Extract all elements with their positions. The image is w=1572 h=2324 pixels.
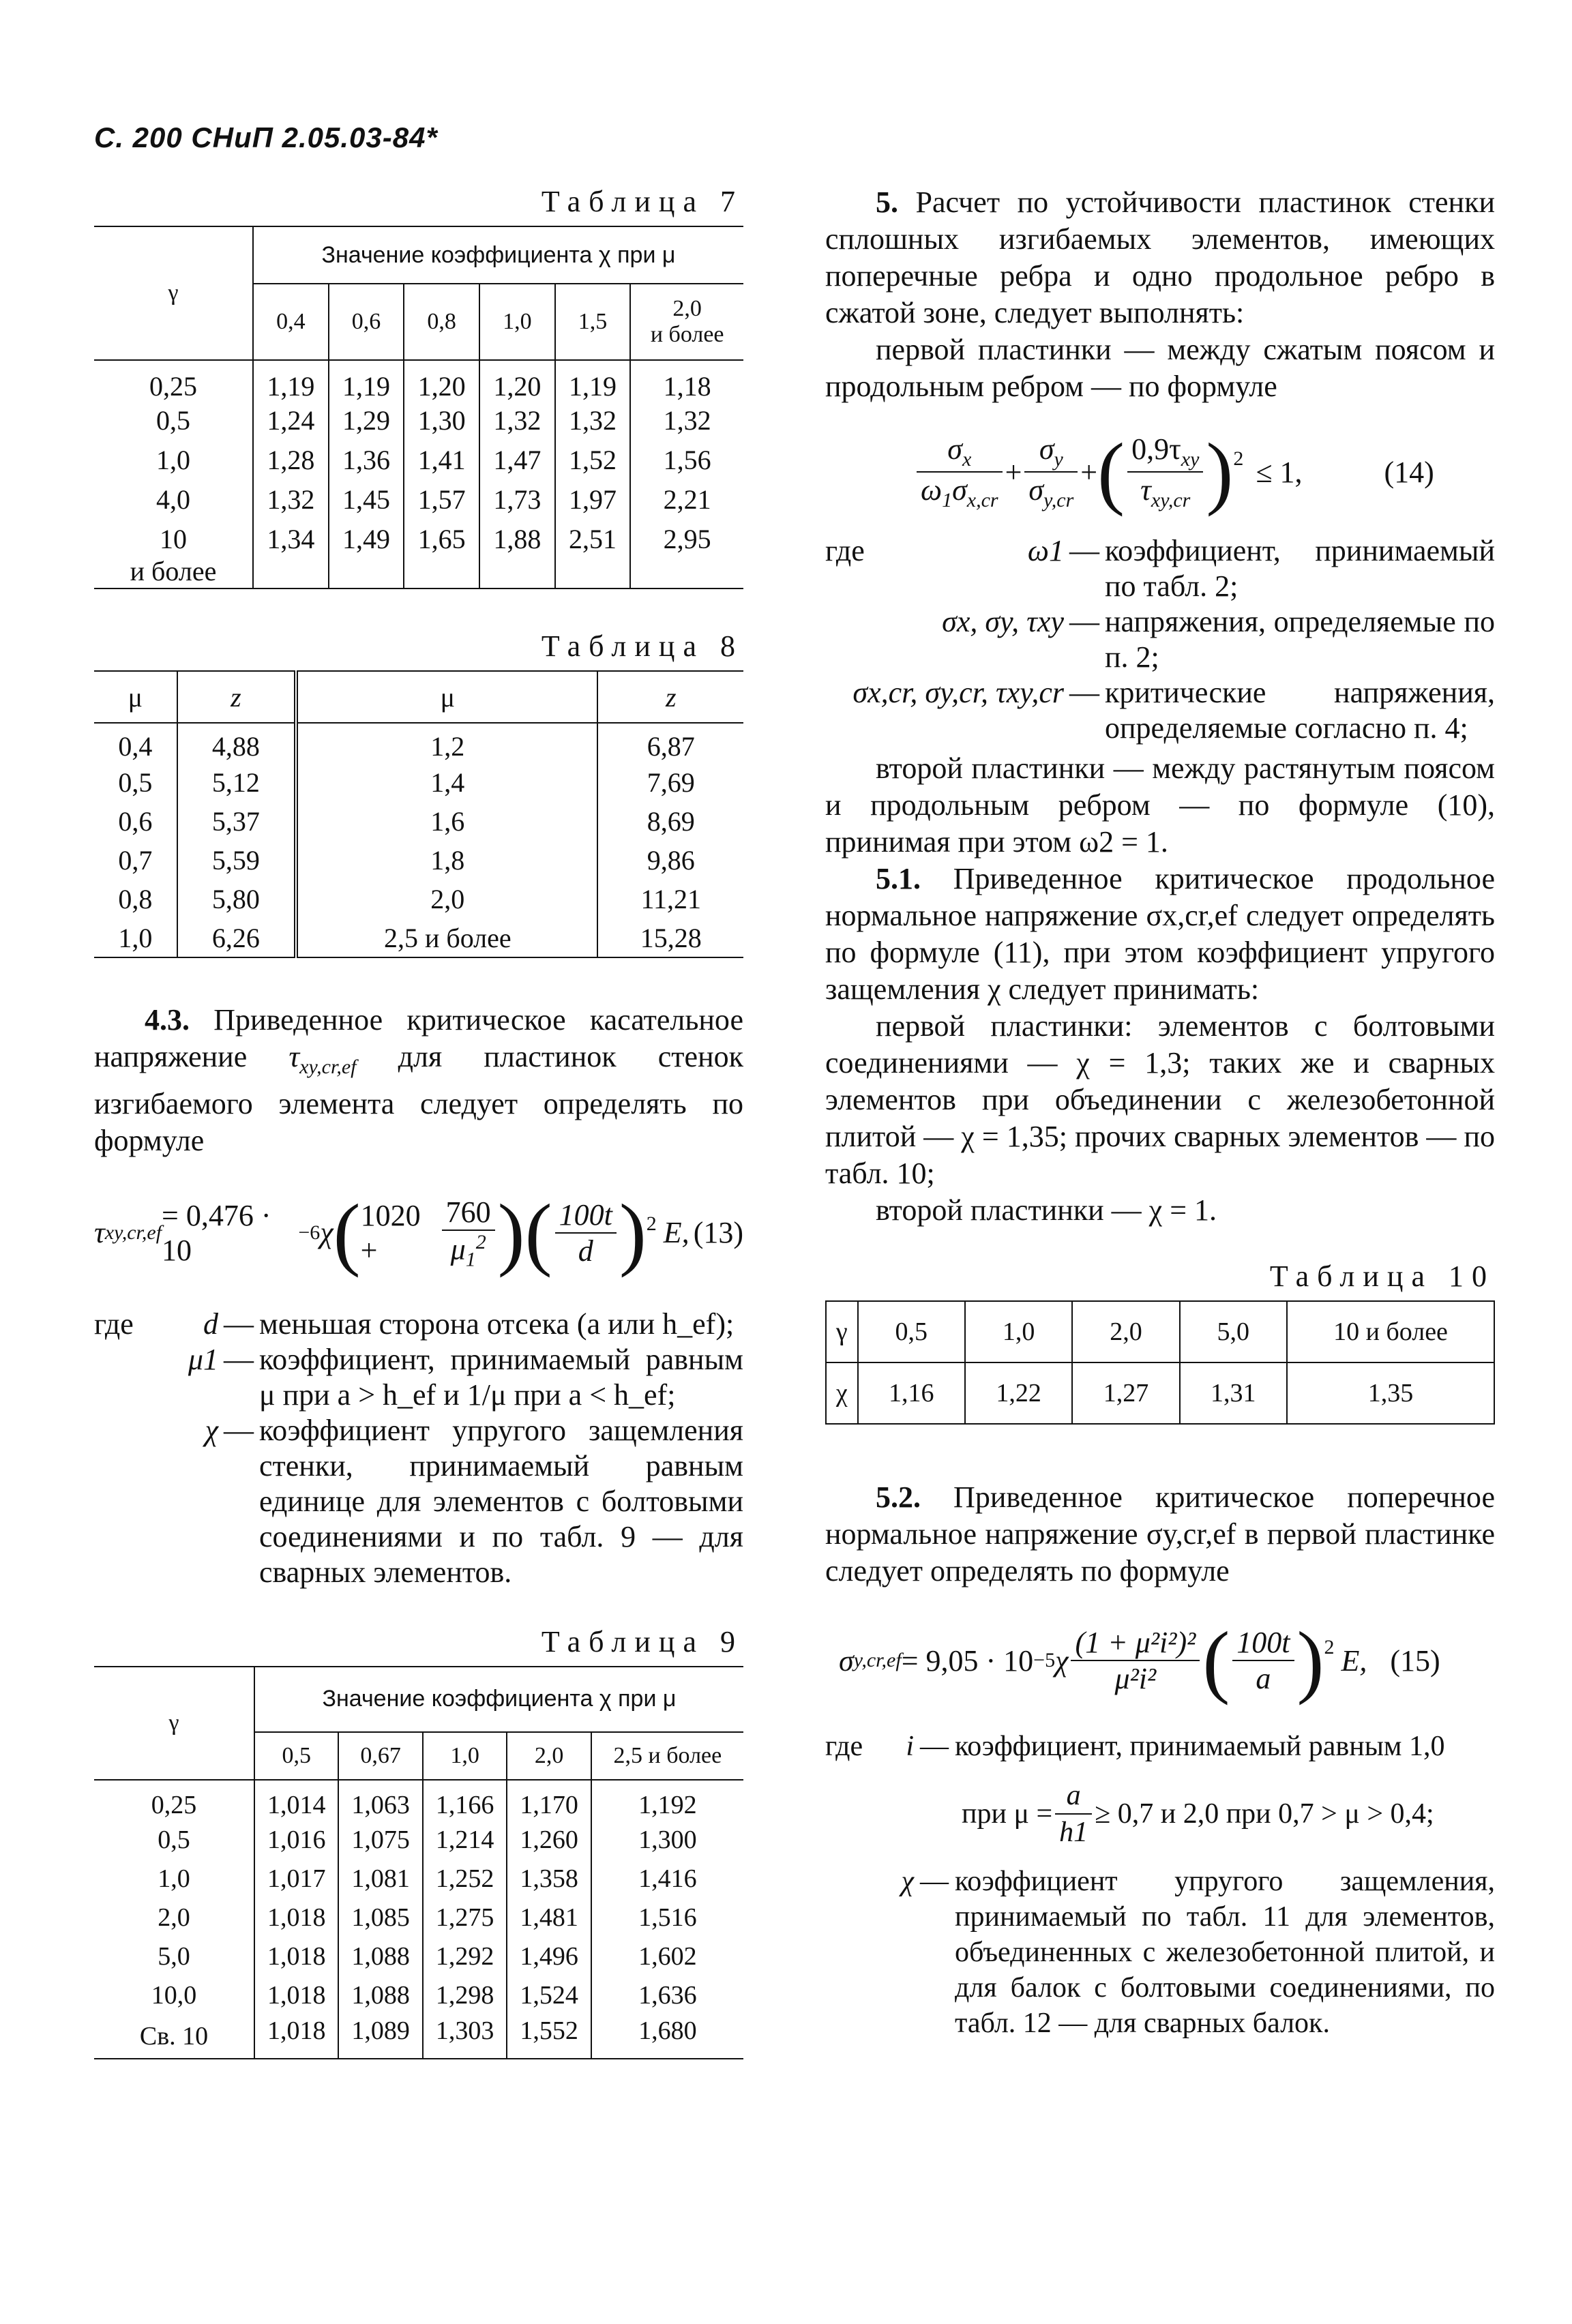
f13-body: = 0,476 · 10 — [162, 1198, 271, 1267]
table9-value-cell: 1,089 — [338, 2015, 422, 2059]
table9-value-cell: 1,088 — [338, 1976, 422, 2015]
f14-frac3 — [1127, 432, 1203, 512]
table8-cell: 8,69 — [597, 802, 743, 841]
table8-cell: 5,59 — [177, 841, 296, 880]
def5-row-crit: σx,cr, σy,cr, τxy,cr — критические напряжения, определяемые согласно п. 4; — [825, 675, 1495, 746]
table8 — [94, 670, 743, 958]
f15-chi: χ — [1055, 1643, 1069, 1678]
def-row-mu1: μ1 — коэффициент, принимаемый равным μ при a > h_ef и 1/μ при a < h_ef; — [94, 1342, 743, 1413]
f15-frac1 — [1071, 1625, 1200, 1696]
f13-pow: 2 — [646, 1212, 657, 1235]
def52-row-chi: χ — коэффициент упругого защемления, принимаемый по табл. 11 для элементов, объединенных с железобетонной плитой, и для балок с болтовыми соединениями, по табл. 12 — для сварных балок. — [825, 1864, 1495, 2041]
table9-value-cell: 1,018 — [254, 1976, 338, 2015]
table7-mu-header: 1,0 — [479, 284, 555, 360]
table7-caption: Таблица 7 — [541, 185, 743, 218]
right-column — [825, 184, 1495, 2041]
f14-f2-num: σ — [1039, 432, 1054, 466]
p51-second: второй пластинки — χ = 1. — [876, 1193, 1217, 1227]
defs-4-3 — [94, 1307, 743, 1590]
f13-lhs: τ — [94, 1216, 105, 1250]
table9-value-cell: 1,680 — [591, 2015, 743, 2059]
table7-value-cell: 1,49 — [329, 522, 404, 589]
table9-row — [94, 1976, 743, 2015]
table10-cell: χ — [835, 1379, 848, 1407]
table9-row-header: γ — [94, 1667, 254, 1780]
f15-number: (15) — [1390, 1643, 1440, 1678]
f13-c1: 1020 + — [360, 1198, 421, 1267]
table7-value-cell: 1,32 — [555, 403, 631, 443]
f13-frac1-den-sup: 2 — [475, 1230, 486, 1253]
table9-group-header: Значение коэффициента χ при μ — [254, 1667, 743, 1732]
f14-f1-den-b: σ — [952, 473, 967, 507]
table7-value-cell: 1,65 — [404, 522, 479, 589]
table10-header-cell: 2,0 — [1072, 1301, 1179, 1362]
p52-number: 5.2. — [876, 1480, 921, 1514]
table7 — [94, 226, 743, 589]
def52-cond-frac — [1055, 1778, 1092, 1850]
f13-exp: −6 — [298, 1221, 321, 1244]
f14-frac1 — [917, 432, 1003, 512]
f15-frac2-den: a — [1256, 1662, 1271, 1695]
table7-row — [94, 482, 743, 522]
table8-row — [94, 841, 743, 880]
table7-value-cell: 1,30 — [404, 403, 479, 443]
table8-cell: 1,4 — [296, 763, 597, 802]
f15-pow: 2 — [1324, 1636, 1335, 1658]
table9-gamma-cell: 1,0 — [158, 1864, 190, 1894]
def-d-sym: d — [203, 1307, 218, 1341]
f15-body: = 9,05 · 10 — [901, 1643, 1034, 1678]
table10-header-cell: 10 и более — [1287, 1301, 1494, 1362]
table8-row — [94, 802, 743, 841]
table7-value-cell: 2,51 — [555, 522, 631, 589]
table9-value-cell: 1,017 — [254, 1860, 338, 1898]
p51-number: 5.1. — [876, 862, 921, 895]
p43-number: 4.3. — [145, 1003, 190, 1037]
table9-value-cell: 1,300 — [591, 1821, 743, 1860]
def52-condition — [962, 1778, 1495, 1850]
table9-row — [94, 1898, 743, 1937]
table7-value-cell: 1,57 — [404, 482, 479, 522]
table7-value-cell: 1,36 — [329, 443, 404, 482]
table9-value-cell: 1,552 — [507, 2015, 591, 2059]
f13-frac2-num: 100t — [555, 1197, 617, 1234]
table9-mu-header: 2,0 — [507, 1732, 591, 1780]
table9-value-cell: 1,018 — [254, 1937, 338, 1976]
def52-cond-frac-den: h1 — [1059, 1817, 1088, 1848]
def52-cond-b: ≥ 0,7 и 2,0 при 0,7 > μ > 0,4; — [1095, 1798, 1434, 1830]
table7-mu-header: 0,6 — [329, 284, 404, 360]
f15-frac1-den: μ²i² — [1114, 1662, 1157, 1695]
table7-value-cell: 1,20 — [404, 360, 479, 403]
table9-value-cell: 1,260 — [507, 1821, 591, 1860]
f14-f1-den-sub2: x,cr — [966, 488, 998, 511]
f14-f2-num-sub: y — [1054, 448, 1063, 471]
table7-gamma-cell: 10 и более — [130, 524, 217, 586]
def5-stress-text: напряжения, определяемые по п. 2; — [1105, 605, 1495, 674]
def-chi-sym: χ — [205, 1413, 218, 1447]
table10-cell: 1,31 — [1180, 1362, 1287, 1424]
table9-row — [94, 1937, 743, 1976]
table7-value-cell: 1,56 — [630, 443, 743, 482]
table9-value-cell: 1,292 — [423, 1937, 507, 1976]
table10-header-cell: 5,0 — [1180, 1301, 1287, 1362]
table7-value-cell: 2,21 — [630, 482, 743, 522]
f13-frac2-den: d — [578, 1234, 593, 1268]
table8-header-cell: μ — [296, 671, 597, 723]
table9-value-cell: 1,014 — [254, 1780, 338, 1821]
p43-sym: τ — [288, 1040, 300, 1073]
f15-lhs: σ — [839, 1643, 854, 1678]
f13-frac1-den: μ — [450, 1232, 466, 1266]
table9-caption: Таблица 9 — [541, 1624, 743, 1658]
table8-cell: 6,87 — [597, 723, 743, 763]
table9-value-cell: 1,416 — [591, 1860, 743, 1898]
table8-cell: 5,12 — [177, 763, 296, 802]
table9-row — [94, 1780, 743, 1821]
table7-value-cell: 1,32 — [253, 482, 329, 522]
table8-cell: 1,8 — [296, 841, 597, 880]
p43-sym-sub: xy,cr,ef — [299, 1055, 357, 1078]
f13-frac1-num: 760 — [442, 1195, 495, 1231]
table7-value-cell: 1,24 — [253, 403, 329, 443]
f15-frac2-num: 100t — [1232, 1625, 1294, 1661]
table9-value-cell: 1,016 — [254, 1821, 338, 1860]
table7-gamma-cell: 0,5 — [156, 405, 190, 436]
table9-gamma-cell: Св. 10 — [139, 2022, 209, 2051]
def-row-chi: χ — коэффициент упругого защемления стенки, принимаемый равным единице для элементов с болтовыми соединениями и по табл. 9 — для сварных элементов. — [94, 1413, 743, 1590]
p43-text-a: Приведенное критическое касательное напряжение — [94, 1003, 743, 1073]
f14-pow: 2 — [1233, 447, 1244, 470]
p5-text: Расчет по устойчивости пластинок стенки сплошных изгибаемых элементов, имеющих поперечные ребра и одно продольное ребро в сжатой зоне, следует выполнять: — [825, 185, 1495, 329]
table10-header-cell: 0,5 — [858, 1301, 965, 1362]
f14-tail: ≤ 1, — [1256, 455, 1303, 489]
table7-value-cell: 1,47 — [479, 443, 555, 482]
f13-frac1 — [442, 1195, 495, 1271]
table7-row — [94, 403, 743, 443]
table8-cell: 0,7 — [118, 845, 153, 876]
def5-crit-text: критические напряжения, определяемые согласно п. 4; — [1105, 676, 1495, 745]
def5-stress-sym: σx, σy, τxy — [942, 605, 1064, 638]
table7-value-cell: 1,45 — [329, 482, 404, 522]
def-d-text: меньшая сторона отсека (a или h_ef); — [259, 1307, 735, 1341]
table9-mu-header: 2,5 и более — [591, 1732, 743, 1780]
table8-cell: 0,8 — [118, 884, 153, 914]
def-mu1-text: коэффициент, принимаемый равным μ при a > h_ef и 1/μ при a < h_ef; — [259, 1342, 743, 1412]
table10-cell: 1,22 — [965, 1362, 1072, 1424]
f14-f1-den-sub1: 1 — [942, 488, 953, 511]
table7-value-cell: 1,20 — [479, 360, 555, 403]
defs52-where: где — [825, 1731, 863, 1762]
paragraph-5 — [825, 184, 1495, 331]
table7-value-cell: 1,34 — [253, 522, 329, 589]
f14-f3-num: 0,9τ — [1131, 432, 1181, 466]
table9-value-cell: 1,192 — [591, 1780, 743, 1821]
defs-5 — [825, 533, 1495, 746]
table9-value-cell: 1,085 — [338, 1898, 422, 1937]
p5-second: второй пластинки — между растянутым поясом и продольным ребром — по формуле (10), принимая при этом ω2 = 1. — [825, 751, 1495, 859]
defs5-where: где — [825, 534, 865, 567]
f14-plus1: + — [1005, 455, 1022, 489]
defs43-where: где — [94, 1307, 134, 1341]
table7-row — [94, 443, 743, 482]
table8-cell: 7,69 — [597, 763, 743, 802]
f15-lhs-sub: y,cr,ef — [853, 1649, 902, 1671]
paragraph-5-2 — [825, 1479, 1495, 1590]
table9-mu-header: 0,5 — [254, 1732, 338, 1780]
f13-frac2 — [555, 1197, 617, 1268]
table8-row — [94, 880, 743, 919]
table9-value-cell: 1,166 — [423, 1780, 507, 1821]
table8-cell: 1,2 — [296, 723, 597, 763]
paragraph-5-1 — [825, 861, 1495, 1008]
def-mu1-sym: μ1 — [188, 1342, 218, 1376]
table7-mu-header: 1,5 — [555, 284, 631, 360]
table8-cell: 5,80 — [177, 880, 296, 919]
f15-tail: E, — [1341, 1643, 1367, 1678]
def52-chi-text: коэффициент упругого защемления, принимаемый по табл. 11 для элементов, объединенных с железобетонной плитой, и для балок с болтовыми соединениями, по табл. 12 — для сварных балок. — [955, 1866, 1495, 2039]
table7-value-cell: 1,29 — [329, 403, 404, 443]
table9-gamma-cell: 10,0 — [151, 1981, 197, 2010]
table9-value-cell: 1,075 — [338, 1821, 422, 1860]
table9-mu-header: 0,67 — [338, 1732, 422, 1780]
table8-cell: 0,4 — [118, 731, 153, 762]
table9-value-cell: 1,252 — [423, 1860, 507, 1898]
f14-f1-num: σ — [947, 432, 962, 466]
page-header: С. 200 СНиП 2.05.03-84* — [94, 121, 438, 153]
f14-number: (14) — [1384, 455, 1434, 489]
p5-number: 5. — [876, 185, 898, 219]
table8-cell: 2,5 и более — [296, 919, 597, 957]
table7-value-cell: 1,32 — [630, 403, 743, 443]
table8-row — [94, 723, 743, 763]
f14-f2-den: σ — [1028, 473, 1044, 507]
table9-gamma-cell: 5,0 — [158, 1942, 190, 1971]
table9-value-cell: 1,496 — [507, 1937, 591, 1976]
f14-f3-den-sub: xy,cr — [1151, 488, 1191, 511]
table8-cell: 9,86 — [597, 841, 743, 880]
table7-mu-header: 0,4 — [253, 284, 329, 360]
def52-row-i: где i — коэффициент, принимаемый равным 1,0 — [825, 1729, 1495, 1764]
table9-value-cell: 1,275 — [423, 1898, 507, 1937]
table9-row — [94, 1821, 743, 1860]
table7-value-cell: 1,73 — [479, 482, 555, 522]
p43-text-b: для пластинок стенок изгибаемого элемента следует определять по формуле — [94, 1040, 743, 1157]
def52-i-sym: i — [906, 1731, 914, 1762]
table9-value-cell: 1,524 — [507, 1976, 591, 2015]
f14-frac2 — [1024, 432, 1078, 512]
table10-header-cell: γ — [835, 1317, 848, 1346]
table8-row — [94, 763, 743, 802]
def-chi-text: коэффициент упругого защемления стенки, принимаемый равным единице для элементов с болтовыми соединениями и по табл. 9 — для сварных элементов. — [259, 1413, 743, 1589]
formula-15: σ y,cr,ef = 9,05 · 10 −5 χ $\frac{\text{(1 + μ²i²)²}}{\text{μ²i²}}$ ( $\frac{100t}{a}$ ) $^2$ E, (15) — [839, 1615, 1440, 1705]
table9-value-cell: 1,081 — [338, 1860, 422, 1898]
p52-text: Приведенное критическое поперечное нормальное напряжение σy,cr,ef в первой пластинке следует определять по формуле — [825, 1480, 1495, 1588]
table8-cell: 1,6 — [296, 802, 597, 841]
p51-first: первой пластинки: элементов с болтовыми соединениями — χ = 1,3; таких же и сварных элементов при объединении с железобетонной плитой — χ = 1,35; прочих сварных элементов — по табл. 10; — [825, 1009, 1495, 1190]
f14-f1-den: ω — [921, 473, 943, 507]
table8-cell: 4,88 — [177, 723, 296, 763]
table9-row — [94, 2015, 743, 2059]
table8-header-cell: μ — [94, 671, 177, 723]
table7-value-cell: 1,88 — [479, 522, 555, 589]
table10-cell: 1,35 — [1287, 1362, 1494, 1424]
table7-row-header: γ — [94, 226, 253, 360]
table7-value-cell: 2,95 — [630, 522, 743, 589]
table7-gamma-cell: 1,0 — [156, 445, 190, 475]
table8-row — [94, 919, 743, 957]
def5-crit-sym: σx,cr, σy,cr, τxy,cr — [852, 676, 1064, 709]
table9-value-cell: 1,636 — [591, 1976, 743, 2015]
table7-gamma-cell: 0,25 — [149, 371, 197, 402]
table9-value-cell: 1,063 — [338, 1780, 422, 1821]
f13-frac1-den-sub: 1 — [465, 1248, 476, 1271]
table8-caption: Таблица 8 — [541, 629, 743, 663]
table7-mu-header: 0,8 — [404, 284, 479, 360]
table10-cell: 1,27 — [1072, 1362, 1179, 1424]
table7-mu-header: 2,0 и более — [630, 284, 743, 360]
table7-group-header: Значение коэффициента χ при μ — [253, 226, 743, 284]
table9-gamma-cell: 0,25 — [151, 1790, 197, 1819]
def52-cond-frac-num: a — [1055, 1778, 1092, 1815]
def52-chi-sym: χ — [901, 1866, 914, 1897]
table8-cell: 6,26 — [177, 919, 296, 957]
table9-value-cell: 1,214 — [423, 1821, 507, 1860]
f14-f3-num-sub: xy — [1181, 448, 1200, 471]
def5-row-omega: где ω1 — коэффициент, принимаемый по табл. 2; — [825, 534, 1495, 603]
table10-caption: Таблица 10 — [1269, 1260, 1495, 1293]
table8-cell: 15,28 — [597, 919, 743, 957]
f14-f3-den: τ — [1140, 473, 1151, 507]
f14-f1-num-sub: x — [962, 448, 972, 471]
table9-value-cell: 1,303 — [423, 2015, 507, 2059]
f13-number: (13) — [693, 1216, 743, 1250]
f15-frac1-num: (1 + μ²i²)² — [1071, 1625, 1200, 1661]
table7-value-cell: 1,19 — [253, 360, 329, 403]
f14-plus2: + — [1080, 455, 1098, 489]
def5-omega-sym: ω1 — [1027, 534, 1064, 567]
table8-header-cell: z — [597, 671, 743, 723]
table9-value-cell: 1,358 — [507, 1860, 591, 1898]
table7-gamma-cell: 4,0 — [156, 484, 190, 515]
table10 — [825, 1300, 1495, 1425]
formula-14: $\frac{\sigma_x}{\omega_1\sigma_{x,cr}}$ + $\frac{\sigma_y}{\sigma_{y,cr}}$ + ( $\frac{0,9\tau_{xy}}{\tau_{xy,cr}}$ ) $^2$ ≤ 1, (14) — [914, 431, 1495, 513]
table8-header-cell: z — [177, 671, 296, 723]
table7-value-cell: 1,32 — [479, 403, 555, 443]
table9-mu-header: 1,0 — [423, 1732, 507, 1780]
defs-5-2 — [825, 1729, 1495, 2041]
table9-value-cell: 1,481 — [507, 1898, 591, 1937]
p51-text: Приведенное критическое продольное нормальное напряжение σx,cr,ef следует определять по формуле (11), при этом коэффициент упругого защемления χ следует принимать: — [825, 862, 1495, 1006]
table8-cell: 2,0 — [296, 880, 597, 919]
table9-gamma-cell: 2,0 — [158, 1903, 190, 1933]
f15-frac2 — [1232, 1625, 1294, 1696]
f13-chi: χ — [320, 1216, 333, 1250]
f15-exp: −5 — [1033, 1649, 1056, 1671]
table9-value-cell: 1,018 — [254, 1898, 338, 1937]
def52-cond-a: при μ = — [962, 1798, 1053, 1830]
def-row-d: где d — меньшая сторона отсека (a или h_ef); — [94, 1307, 743, 1342]
table9-value-cell: 1,298 — [423, 1976, 507, 2015]
def5-row-stress: σx, σy, τxy — напряжения, определяемые по п. 2; — [825, 604, 1495, 675]
table10-cell: 1,16 — [858, 1362, 965, 1424]
table7-value-cell: 1,18 — [630, 360, 743, 403]
table7-value-cell: 1,41 — [404, 443, 479, 482]
table7-value-cell: 1,52 — [555, 443, 631, 482]
table8-cell: 5,37 — [177, 802, 296, 841]
table8-cell: 0,5 — [118, 767, 153, 798]
table8-cell: 0,6 — [118, 806, 153, 837]
f14-f2-den-sub: y,cr — [1043, 488, 1074, 511]
table7-value-cell: 1,19 — [329, 360, 404, 403]
table9-value-cell: 1,170 — [507, 1780, 591, 1821]
table9-value-cell: 1,602 — [591, 1937, 743, 1976]
table8-cell: 11,21 — [597, 880, 743, 919]
table8-cell: 1,0 — [118, 922, 153, 953]
def52-i-text: коэффициент, принимаемый равным 1,0 — [955, 1731, 1445, 1762]
table7-value-cell: 1,19 — [555, 360, 631, 403]
table9 — [94, 1666, 743, 2059]
table9-row — [94, 1860, 743, 1898]
table7-value-cell: 1,97 — [555, 482, 631, 522]
f13-tail: E, — [663, 1216, 689, 1250]
table9-value-cell: 1,516 — [591, 1898, 743, 1937]
table7-row — [94, 360, 743, 403]
paragraph-4-3 — [94, 1002, 743, 1159]
table7-value-cell: 1,28 — [253, 443, 329, 482]
table9-value-cell: 1,018 — [254, 2015, 338, 2059]
def5-omega-text: коэффициент, принимаемый по табл. 2; — [1105, 534, 1495, 603]
table9-gamma-cell: 0,5 — [158, 1826, 190, 1855]
table9-value-cell: 1,088 — [338, 1937, 422, 1976]
p5-first: первой пластинки — между сжатым поясом и продольным ребром — по формуле — [825, 333, 1495, 403]
table10-header-cell: 1,0 — [965, 1301, 1072, 1362]
f13-lhs-sub: xy,cr,ef — [104, 1221, 162, 1244]
left-column — [94, 184, 743, 2059]
formula-13: τ xy,cr,ef = 0,476 · 10 −6 χ ( 1020 + $\frac{760}{\mu_1^2}$ ) ( $\frac{100t}{d}$ ) $^2$ E, (13) — [94, 1187, 743, 1278]
table7-row — [94, 522, 743, 589]
